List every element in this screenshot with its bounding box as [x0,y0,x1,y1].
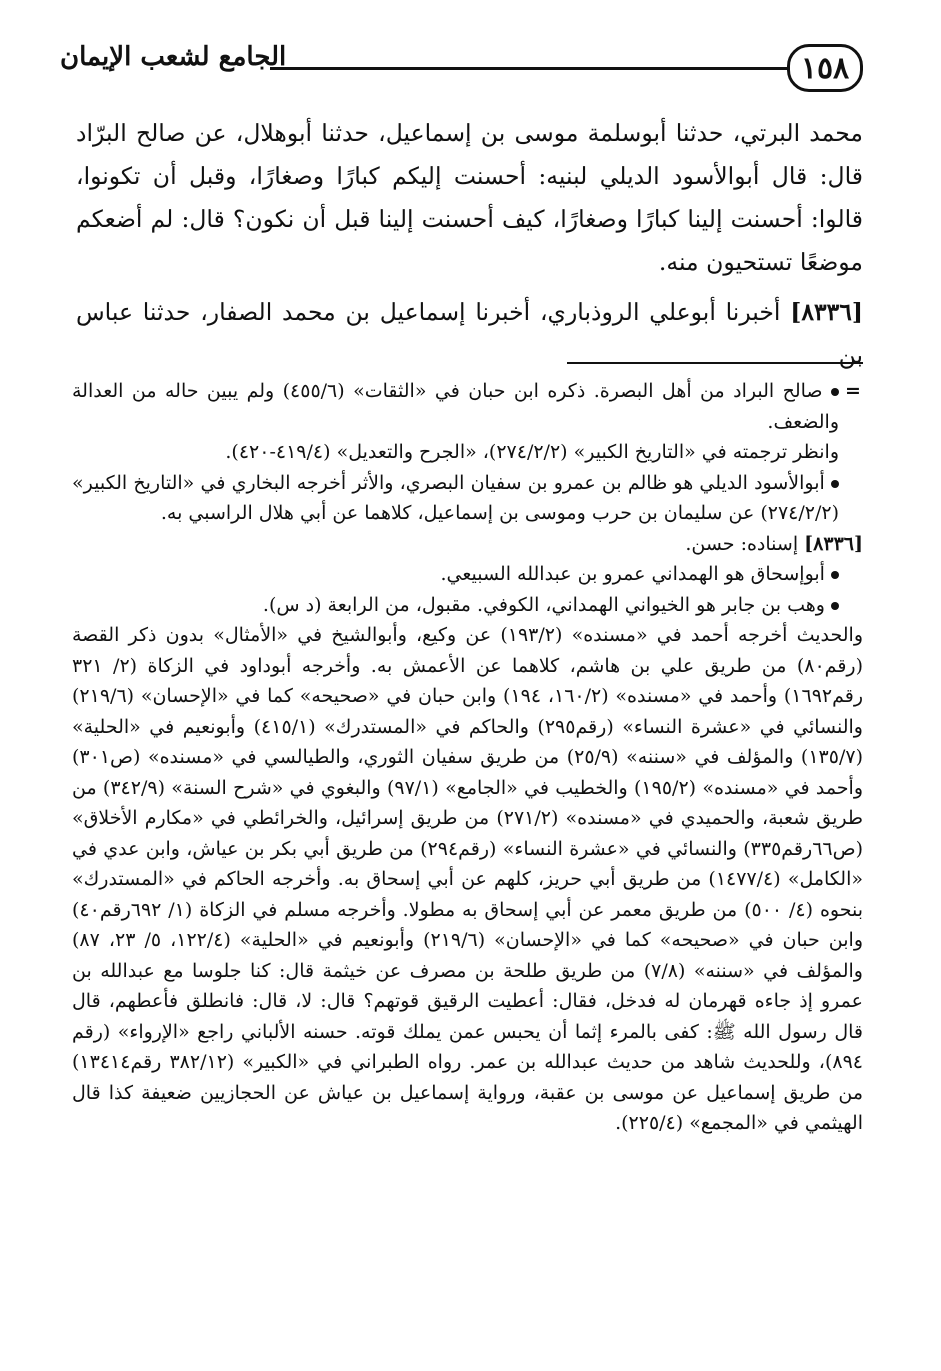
book-title: الجامع لشعب الإيمان [60,42,287,72]
footnote-divider [567,362,863,364]
bullet-icon [831,480,839,488]
footnote-text: أبوإسحاق هو الهمداني عمرو بن عبدالله السبيعي. [440,563,825,585]
footnote-item [72,468,863,529]
main-paragraph: محمد البرتي، حدثنا أبوسلمة موسى بن إسماعيل، حدثنا أبوهلال، عن صالح البرّاد قال: قال أبوالأسود الديلي لبنيه: أحسنت إليكم كبارًا وصغارًا، وقبل أن تكونوا، قالوا: أحسنت إلينا كبارًا وصغارًا، كيف أحسنت إلينا قبل أن نكون؟ قال: لم أضعكم موضعًا تستحيون منه. [76,119,863,276]
bullet-icon [831,388,839,396]
page-header [60,34,863,110]
page-number: ١٥٨ [787,44,863,92]
footnote-text: وانظر ترجمته في «التاريخ الكبير» (٢٧٤/٢/٢)، «الجرح والتعديل» (٤١٩/٤-٤٢٠). [225,441,839,463]
footnote-item [72,590,863,621]
isnad-number: [٨٣٣٦] [804,532,863,555]
footnote-long-note: والحديث أخرجه أحمد في «مسنده» (١٩٣/٢) عن وكيع، وأبوالشيخ في «الأمثال» بدون ذكر القصة (رقم٨٠) من طريق علي بن هاشم، كلاهما عن الأعمش به. وأخرجه أبوداود في الزكاة (٢/ ٣٢١ رقم١٦٩٢) وأحمد في «مسنده» (١٦٠/٢، ١٩٤) وابن حبان في «صحيحه» كما في «الإحسان» (٢١٩/٦) والنسائي في «عشرة النساء» (رقم٢٩٥) والحاكم في «المستدرك» (٤١٥/١) وأبونعيم في «الحلية» (١٣٥/٧) والمؤلف في «سننه» (٢٥/٩) من طريق سفيان الثوري، والطيالسي في «مسنده» (ص٣٠١) وأحمد في «مسنده» (١٩٥/٢) والخطيب في «الجامع» (٩٧/١) والبغوي في «شرح السنة» (٣٤٢/٩) من طريق شعبة، والحميدي في «مسنده» (٢٧١/٢) من طريق إسرائيل، والخرائطي في «مكارم الأخلاق» (ص٦٦رقم٣٣٥) والنسائي في «عشرة النساء» (رقم٢٩٤) من طريق أبي بكر بن عياش، وابن عدي في «الكامل» (١٤٧٧/٤) من طريق أبي حريز، كلهم عن أبي إسحاق به. وأخرجه الحاكم في «المستدرك» بنحوه (٤/ ٥٠٠) من طريق معمر عن أبي إسحاق به مطولا. وأخرجه مسلم في الزكاة (١/ ٦٩٢رقم٤٠) وابن حبان في «صحيحه» كما في «الإحسان» (٢١٩/٦) وأبونعيم في «الحلية» (١٢٢/٤، ٥/ ٢٣، ٨٧) والمؤلف في «سننه» (٧/٨) من طريق طلحة بن مصرف عن خيثمة قال: كنا جلوسا مع عبدالله بن عمرو إذ جاءه قهرمان له فدخل، فقال: أعطيت الرقيق قوتهم؟ قال: لا، قال: فانطلق فأعطهم، قال قال رسول الله ﷺ: كفى بالمرء إثما أن يحبس عمن يملك قوته. حسنه الألباني راجع «الإرواء» (رقم ٨٩٤)، وللحديث شاهد من حديث عبدالله بن عمر. رواه الطبراني في «الكبير» (٣٨٢/١٢ رقم١٣٤١٤) من طريق إسماعيل عن موسى بن عقبة، ورواية إسماعيل بن عياش عن الحجازيين ضعيفة كذا قال الهيثمي في «المجمع» (٢٢٥/٤). [72,624,864,1134]
hadith-paragraph [76,291,863,377]
footnote-text: وهب بن جابر هو الخيواني الهمداني، الكوفي. مقبول، من الرابعة (د س). [262,593,825,616]
bullet-icon [831,571,839,579]
footnote-text: أبوالأسود الديلي هو ظالم بن عمرو بن سفيان البصري، والأثر أخرجه البخاري في «التاريخ الكبير» (٢٧٤/٢/٢) عن سليمان بن حرب وموسى بن إسماعيل، كلاهما عن أبي هلال الراسبي به. [72,471,839,524]
footnotes [72,376,863,1139]
isnad-text: إسناده: حسن. [685,532,805,555]
footnote-item [72,376,863,437]
header-rule [270,67,787,70]
hadith-number: [٨٣٣٦] [790,298,863,326]
main-text [76,112,863,377]
continuation-marker: = [845,380,861,402]
isnad-line [72,529,863,560]
hadith-text: أخبرنا أبوعلي الروذباري، أخبرنا إسماعيل بن محمد الصفار، حدثنا عباس بن [76,298,863,369]
footnote-item [72,559,863,590]
footnote-text: صالح البراد من أهل البصرة. ذكره ابن حبان في «الثقات» (٤٥٥/٦) ولم يبين حاله من العدالة والضعف. [72,380,839,433]
bullet-icon [831,602,839,610]
